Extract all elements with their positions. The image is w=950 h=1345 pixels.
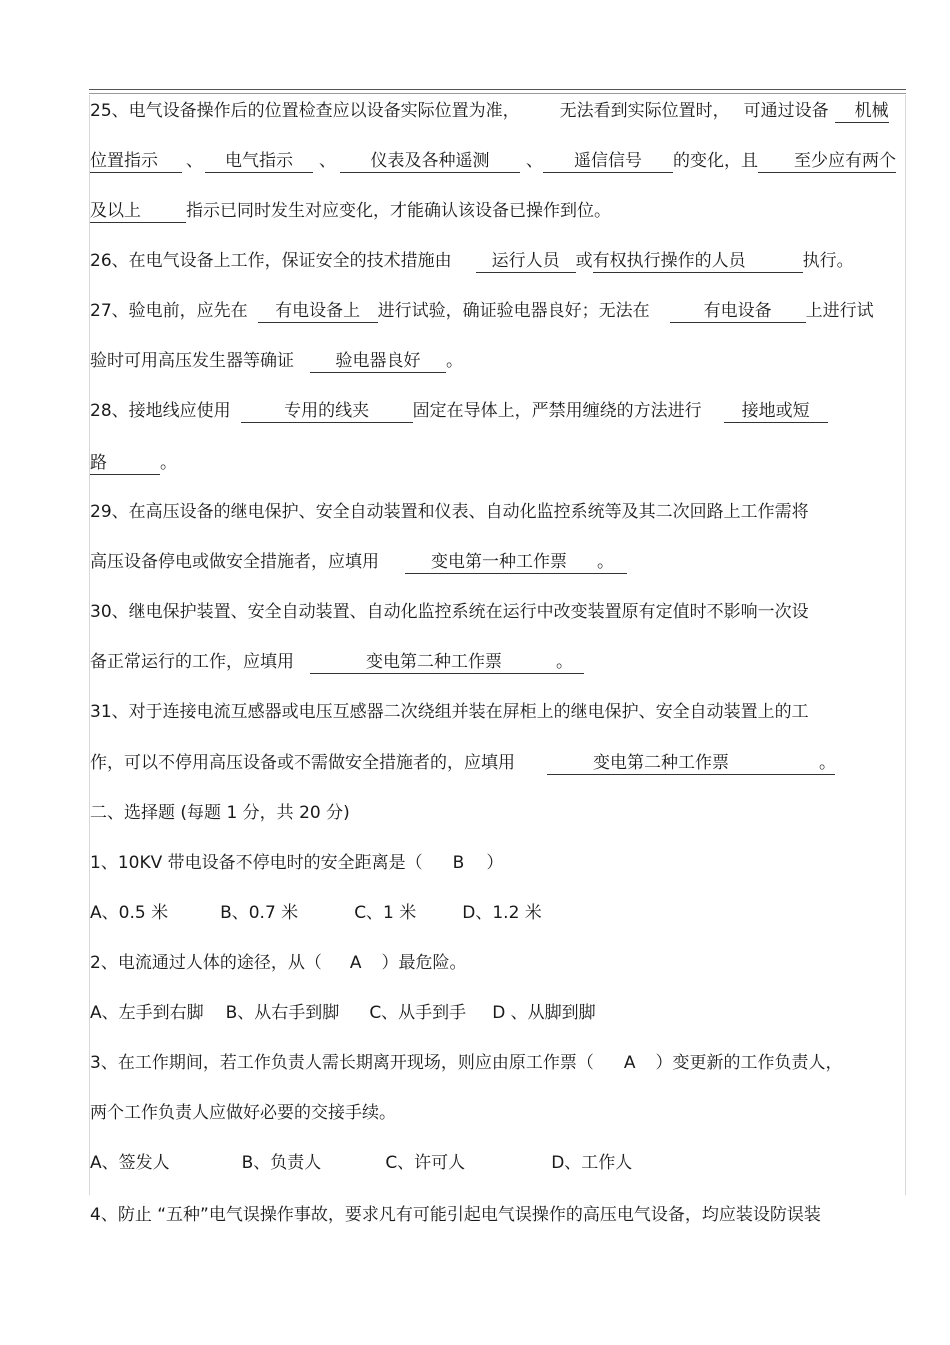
q29-answer-text: 变电第一种工作票 xyxy=(431,552,567,572)
q25-text: 无法看到实际位置时， xyxy=(559,101,730,121)
q26-answer-2: 有权执行操作的人员 xyxy=(593,250,803,273)
header-rule-secondary xyxy=(89,93,906,94)
q30-answer-1 xyxy=(310,651,584,674)
q28-answer-2b: 路 xyxy=(90,452,160,475)
q27-line-2 xyxy=(90,349,463,373)
choice-2-text: 2、电流通过人体的途径，从（ xyxy=(90,953,322,973)
choice-3-answer: A xyxy=(623,1053,636,1073)
q27-text: 27、验电前，应先在 xyxy=(90,301,248,321)
choice-3-text: 3、在工作期间，若工作负责人需长期离开现场，则应由原工作票（ xyxy=(90,1053,594,1073)
q27-line-1 xyxy=(90,299,874,323)
q29-line-1: 29、在高压设备的继电保护、安全自动装置和仪表、自动化监控系统等及其二次回路上工作需将 xyxy=(90,502,809,522)
q25-answer-4: 遥信信号 xyxy=(543,150,673,173)
q25-line-1 xyxy=(90,99,889,123)
option-b: B、从右手到脚 xyxy=(225,1003,340,1023)
q27-answer-2: 有电设备 xyxy=(670,300,806,323)
option-c: C、1 米 xyxy=(354,903,417,923)
q29-period: 。 xyxy=(597,552,614,572)
q28-text: 固定在导体上，严禁用缠绕的方法进行 xyxy=(412,401,702,421)
q28-answer-1: 专用的线夹 xyxy=(241,400,413,423)
choice-3-question xyxy=(90,1051,842,1075)
choice-1-question xyxy=(90,851,503,875)
q29-line-2 xyxy=(90,550,627,574)
q27-answer-1: 有电设备上 xyxy=(258,300,378,323)
q30-line-1: 30、继电保护装置、安全自动装置、自动化监控系统在运行中改变装置原有定值时不影响一次设 xyxy=(90,602,809,622)
q30-answer-text: 变电第二种工作票 xyxy=(366,652,502,672)
option-b: B、0.7 米 xyxy=(220,903,299,923)
q25-answer-1b: 位置指示 xyxy=(90,150,182,173)
q31-text: 作，可以不停用高压设备或不需做安全措施者的，应填用 xyxy=(90,753,515,773)
choice-1-close: ） xyxy=(486,853,504,873)
choice-3-options xyxy=(90,1151,632,1175)
q27-answer-3: 验电器良好 xyxy=(310,350,446,373)
q30-line-2 xyxy=(90,650,584,674)
q28-text: 28、接地线应使用 xyxy=(90,401,231,421)
q31-line-1: 31、对于连接电流互感器或电压互感器二次绕组并装在屏柜上的继电保护、安全自动装置上的工 xyxy=(90,702,809,722)
option-a: A、左手到右脚 xyxy=(90,1003,204,1023)
q25-answer-2: 电气指示 xyxy=(205,150,313,173)
choice-4-question: 4、防止 “五种”电气误操作事故，要求凡有可能引起电气误操作的高压电气设备，均应装设防误装 xyxy=(90,1205,821,1225)
q25-sep: 、 xyxy=(319,151,336,171)
header-rule xyxy=(89,89,906,90)
option-a: A、0.5 米 xyxy=(90,903,169,923)
option-d: D、1.2 米 xyxy=(462,903,542,923)
option-c: C、从手到手 xyxy=(369,1003,467,1023)
q25-text: 可通过设备 xyxy=(743,101,829,121)
q25-sep: 、 xyxy=(186,151,203,171)
option-c: C、许可人 xyxy=(385,1153,466,1173)
choice-1-options xyxy=(90,901,542,925)
q28-answer-2a: 接地或短 xyxy=(724,400,828,423)
q31-answer-text: 变电第二种工作票 xyxy=(593,753,729,773)
right-margin-line xyxy=(905,95,906,1195)
option-b: B、负责人 xyxy=(241,1153,322,1173)
q27-text: 验时可用高压发生器等确证 xyxy=(90,351,294,371)
option-d: D、工作人 xyxy=(551,1153,633,1173)
q27-text: 上进行试 xyxy=(805,301,874,321)
choice-1-answer: B xyxy=(452,853,465,873)
q25-text: 25、电气设备操作后的位置检查应以设备实际位置为准， xyxy=(90,101,520,121)
option-d: D 、从脚到脚 xyxy=(492,1003,596,1023)
q26-text: 26、在电气设备上工作，保证安全的技术措施由 xyxy=(90,251,452,271)
q26-answer-1: 运行人员 xyxy=(476,250,576,273)
choice-2-options xyxy=(90,1001,596,1025)
option-a: A、签发人 xyxy=(90,1153,170,1173)
q27-text: 。 xyxy=(446,351,463,371)
q31-answer-1 xyxy=(547,752,835,775)
choice-1-text: 1、10KV 带电设备不停电时的安全距离是（ xyxy=(90,853,423,873)
q25-answer-3: 仪表及各种遥测 xyxy=(340,150,520,173)
choice-2-close: ）最危险。 xyxy=(381,953,467,973)
q25-answer-5b: 及以上 xyxy=(90,200,186,223)
choice-3-question-line-2: 两个工作负责人应做好必要的交接手续。 xyxy=(90,1103,396,1123)
q26-text: 或 xyxy=(575,251,593,271)
q30-text: 备正常运行的工作，应填用 xyxy=(90,652,294,672)
section-title-choice: 二、选择题 (每题 1 分，共 20 分) xyxy=(90,803,350,823)
q25-answer-1a: 机械 xyxy=(835,100,889,123)
q26-text: 执行。 xyxy=(802,251,854,271)
q31-line-2 xyxy=(90,751,835,775)
q28-text: 。 xyxy=(160,453,177,473)
q27-text: 进行试验，确证验电器良好；无法在 xyxy=(377,301,650,321)
q26-line-1 xyxy=(90,249,854,273)
choice-2-question xyxy=(90,951,466,975)
q25-line-3 xyxy=(90,199,611,223)
q28-line-2 xyxy=(90,451,177,475)
q30-period: 。 xyxy=(556,652,573,672)
choice-2-answer: A xyxy=(349,953,362,973)
q25-answer-5a: 至少应有两个 xyxy=(758,150,896,173)
choice-3-close: ）变更新的工作负责人， xyxy=(655,1053,843,1073)
q29-answer-1 xyxy=(405,551,627,574)
q25-text: 指示已同时发生对应变化，才能确认该设备已操作到位。 xyxy=(186,201,611,221)
q31-period: 。 xyxy=(819,753,836,773)
q25-text: 的变化，且 xyxy=(673,151,758,171)
q25-line-2 xyxy=(90,149,896,173)
q28-line-1 xyxy=(90,399,828,423)
q25-sep: 、 xyxy=(526,151,543,171)
q29-text: 高压设备停电或做安全措施者，应填用 xyxy=(90,552,379,572)
